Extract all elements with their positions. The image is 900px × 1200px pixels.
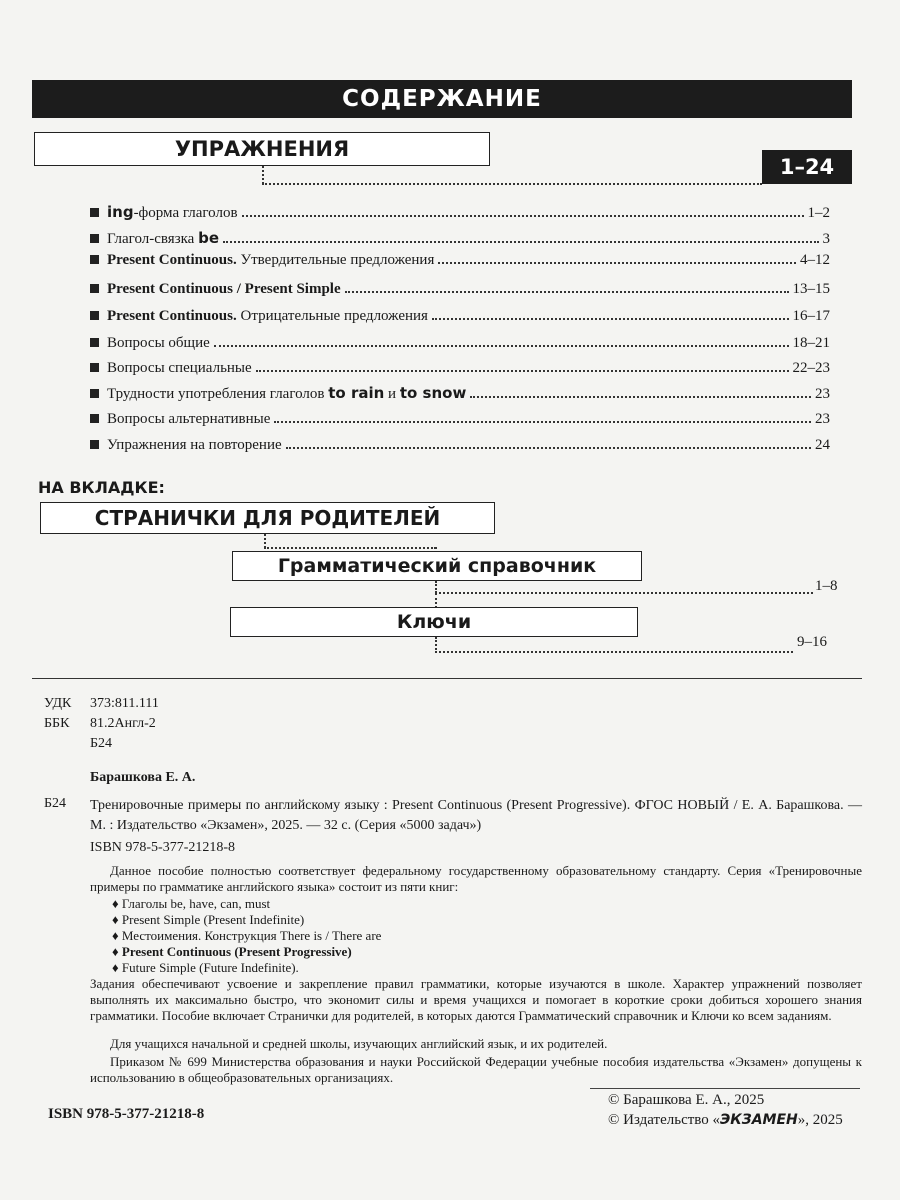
toc-item-label: Глагол-связка be (107, 229, 220, 247)
toc-item-label: Вопросы специальные (107, 360, 252, 376)
dot-leader (286, 447, 811, 449)
square-bullet-icon (90, 311, 99, 320)
toc-item-pages: 18–21 (792, 335, 830, 351)
keys-title: Ключи (396, 611, 472, 633)
toc-item-label: Present Continuous. Отрицательные предложения (107, 308, 428, 324)
author-name: Барашкова Е. А. (90, 770, 196, 785)
toc-item-pages: 24 (815, 437, 830, 453)
toc-item-label: Вопросы альтернативные (107, 411, 271, 427)
dot-leader (438, 262, 796, 264)
toc-item-pages: 4–12 (800, 252, 830, 268)
toc-item-label: Упражнения на повторение (107, 437, 282, 453)
udk-code: 373:811.111 (90, 696, 159, 711)
keys-box[interactable] (230, 607, 638, 637)
toc-item-label: Трудности употребления глаголов to rain и to snow (107, 384, 467, 402)
square-bullet-icon (90, 208, 99, 217)
insert-label: НА ВКЛАДКЕ: (38, 478, 165, 497)
publisher-brand: ЭКЗАМЕН (720, 1112, 798, 1128)
contents-banner (32, 80, 852, 118)
keys-pages: 9–16 (797, 634, 827, 650)
connector-dots (435, 593, 437, 608)
classification-block (44, 694, 159, 754)
list-item: ♦ Глаголы be, have, can, must (112, 896, 271, 911)
connector-dots (262, 166, 264, 184)
contents-title: СОДЕРЖАНИЕ (342, 86, 542, 112)
parents-title: СТРАНИЧКИ ДЛЯ РОДИТЕЛЕЙ (94, 506, 441, 530)
books-list (112, 896, 812, 976)
udk-label: УДК (44, 696, 72, 711)
connector-dots (264, 547, 436, 549)
toc-item-pages: 13–15 (792, 281, 830, 297)
author-code-2: Б24 (44, 796, 67, 811)
square-bullet-icon (90, 389, 99, 398)
list-item: ♦ Present Continuous (Present Progressive) (112, 944, 352, 959)
parents-box (40, 502, 495, 534)
toc-item-pages: 23 (815, 386, 830, 402)
toc-item-pages: 22–23 (792, 360, 830, 376)
book-description: Тренировочные примеры по английскому языку : Present Continuous (Present Progressive). ФГОС НОВЫЙ / Е. А. Барашкова. — М. : Издательство «Экзамен», 2025. — 32 с. (Серия «5000 задач») (90, 798, 862, 833)
toc-item[interactable] (90, 303, 830, 325)
connector-dots (264, 534, 266, 548)
exercises-range-badge (762, 150, 852, 184)
grammar-pages: 1–8 (815, 578, 838, 594)
toc-item[interactable] (90, 432, 830, 454)
dot-leader (432, 318, 789, 320)
toc-item[interactable] (90, 355, 830, 377)
exercises-range: 1–24 (779, 155, 835, 179)
toc-item[interactable] (90, 276, 830, 298)
dot-leader (256, 370, 789, 372)
divider (32, 678, 862, 679)
audience: Для учащихся начальной и средней школы, изучающих английский язык, и их родителей. (110, 1036, 608, 1051)
toc-item[interactable] (90, 226, 830, 248)
connector-dots (435, 592, 813, 594)
bbk-code: 81.2Англ-2 (90, 716, 156, 731)
toc-item[interactable] (90, 330, 830, 352)
copyright-author: © Барашкова Е. А., 2025 (608, 1092, 765, 1108)
toc-item-label: Вопросы общие (107, 335, 210, 351)
toc-item-pages: 16–17 (792, 308, 830, 324)
toc-item-label: Present Continuous / Present Simple (107, 281, 341, 297)
square-bullet-icon (90, 284, 99, 293)
toc-item[interactable] (90, 381, 830, 403)
exercises-title: УПРАЖНЕНИЯ (174, 137, 350, 161)
toc-item-label: Present Continuous. Утвердительные предложения (107, 252, 435, 268)
toc-item[interactable] (90, 200, 830, 222)
isbn-bottom: ISBN 978-5-377-21218-8 (48, 1106, 205, 1122)
list-item: ♦ Present Simple (Present Indefinite) (112, 912, 305, 927)
copyright-publisher: © Издательство «ЭКЗАМЕН», 2025 (608, 1112, 843, 1128)
toc-item-label: ing-форма глаголов (107, 203, 238, 221)
square-bullet-icon (90, 414, 99, 423)
dot-leader (242, 215, 804, 217)
list-item: ♦ Future Simple (Future Indefinite). (112, 960, 299, 975)
dot-leader (345, 291, 789, 293)
grammar-box[interactable] (232, 551, 642, 581)
divider (590, 1088, 860, 1089)
toc-item-pages: 23 (815, 411, 830, 427)
grammar-title: Грамматический справочник (277, 555, 597, 577)
toc-item-pages: 3 (822, 231, 830, 247)
annotation-intro: Данное пособие полностью соответствует федеральному государственному образовательному стандарту. Серия «Тренировочные примеры по грамматике английского языка» состоит из пяти книг: (90, 863, 862, 894)
toc-item[interactable] (90, 406, 830, 428)
exercises-box (34, 132, 490, 166)
connector-dots (435, 651, 793, 653)
isbn: ISBN 978-5-377-21218-8 (90, 840, 236, 855)
toc-item-pages: 1–2 (807, 205, 830, 221)
square-bullet-icon (90, 255, 99, 264)
dot-leader (274, 421, 811, 423)
square-bullet-icon (90, 440, 99, 449)
dot-leader (214, 345, 789, 347)
toc-item[interactable] (90, 247, 830, 269)
annotation-body: Задания обеспечивают усвоение и закрепление правил грамматики, которые изучаются в школе. Характер упражнений позволяет выполнять их максимально быстро, что экономит силы и время учащихся и помогает в короткие сроки добиться хорошего знания грамматики. Пособие включает Странички для родителей, в которых даются Грамматический справочник и Ключи ко всем заданиям. (90, 976, 862, 1023)
square-bullet-icon (90, 234, 99, 243)
square-bullet-icon (90, 363, 99, 372)
bbk-label: ББК (44, 716, 70, 731)
square-bullet-icon (90, 338, 99, 347)
dot-leader (470, 396, 811, 398)
list-item: ♦ Местоимения. Конструкция There is / There are (112, 928, 382, 943)
author-code: Б24 (90, 736, 113, 751)
connector-dots (262, 183, 762, 185)
ministry-order: Приказом № 699 Министерства образования и науки Российской Федерации учебные пособия издательства «Экзамен» допущены к использованию в общеобразовательных организациях. (90, 1054, 862, 1085)
dot-leader (223, 241, 818, 243)
